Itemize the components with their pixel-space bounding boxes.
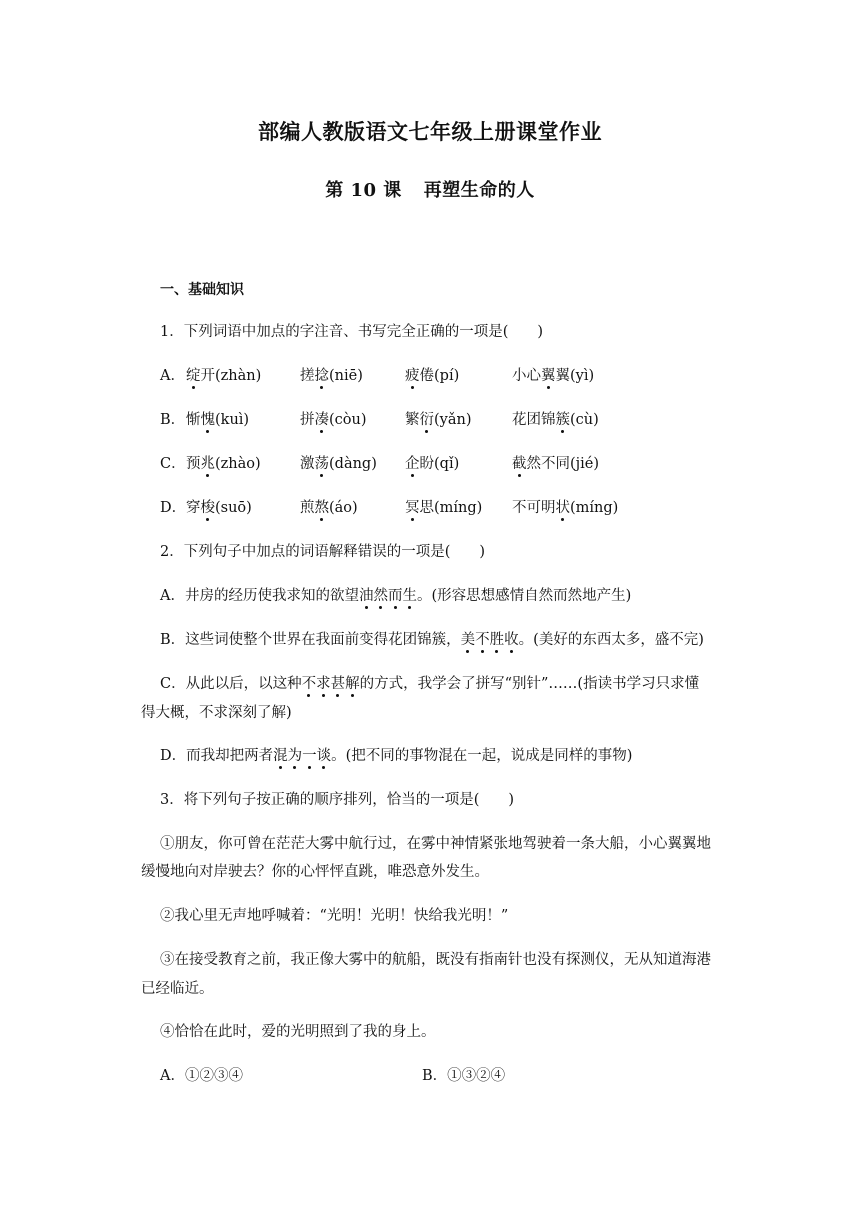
option-word: 截然不同(jié) <box>512 456 600 472</box>
emphasis-char: 愧 <box>200 412 215 428</box>
emphasis-char: 截 <box>512 456 527 472</box>
lesson-heading <box>0 176 860 202</box>
emphasis-char: 捻 <box>314 368 329 384</box>
emphasis-char: 簇 <box>555 412 570 428</box>
emphasis-char: 企 <box>405 456 420 472</box>
dotted-term <box>273 748 331 764</box>
emphasis-char: 然 <box>373 588 388 604</box>
lesson-number: 第 10 课 <box>325 180 402 201</box>
emphasis-char: 熬 <box>314 500 329 516</box>
emphasis-char: 甚 <box>330 676 346 692</box>
question-2-option-a: A．井房的经历使我求知的欲望油然而生。(形容思想感情自然而然地产生) <box>160 588 632 604</box>
emphasis-char: 凑 <box>314 412 329 428</box>
emphasis-char: 梭 <box>200 500 215 516</box>
question-3-option-b: B．①③②④ <box>422 1068 506 1084</box>
emphasis-char: 荡 <box>314 456 329 472</box>
option-letter: A． <box>160 368 185 384</box>
option-word: 花团锦簇(cù) <box>512 412 599 428</box>
option-word: 穿梭(suō) <box>186 500 252 516</box>
emphasis-char: 衍 <box>419 412 434 428</box>
question-2-stem: 2．下列句子中加点的词语解释错误的一项是( ) <box>160 544 486 560</box>
emphasis-char: 油 <box>358 588 374 604</box>
option-word: 企盼(qǐ) <box>405 456 460 472</box>
emphasis-char: 胜 <box>489 632 505 648</box>
lesson-title: 再塑生命的人 <box>423 180 535 201</box>
sentence-2: ②我心里无声地呼喊着：“光明！光明！快给我光明！” <box>160 908 509 924</box>
emphasis-char: 不 <box>301 676 317 692</box>
emphasis-char: 谈 <box>316 748 332 764</box>
sentence-1: ①朋友，你可曾在茫茫大雾中航行过，在雾中神情紧张地驾驶着一条大船，小心翼翼地 <box>160 836 711 852</box>
question-3-option-a: A．①②③④ <box>160 1068 243 1084</box>
emphasis-char: 生 <box>402 588 417 604</box>
option-word: 预兆(zhào) <box>186 456 261 472</box>
option-word: 激荡(dàng) <box>300 456 377 472</box>
question-1-stem: 1．下列词语中加点的字注音、书写完全正确的一项是( ) <box>160 324 544 340</box>
emphasis-char: 冥 <box>405 500 420 516</box>
dotted-term <box>461 632 519 648</box>
option-word: 煎熬(áo) <box>300 500 358 516</box>
option-letter: D． <box>160 500 187 516</box>
option-word: 惭愧(kuì) <box>186 412 250 428</box>
question-3-stem: 3．将下列句子按正确的顺序排列，恰当的一项是( ) <box>160 792 515 808</box>
option-word: 不可明状(míng) <box>512 500 619 516</box>
sentence-1-continued: 缓慢地向对岸驶去？你的心怦怦直跳，唯恐意外发生。 <box>141 864 489 880</box>
question-2-option-c-continued: 得大概，不求深刻了解) <box>141 705 292 721</box>
emphasis-char: 一 <box>302 748 317 764</box>
emphasis-char: 疲 <box>405 368 420 384</box>
option-word: 繁衍(yǎn) <box>405 412 472 428</box>
emphasis-char: 翼 <box>541 368 556 384</box>
option-word: 搓捻(niē) <box>300 368 363 384</box>
emphasis-char: 美 <box>460 632 476 648</box>
sentence-3: ③在接受教育之前，我正像大雾中的航船，既没有指南针也没有探测仪，无从知道海港 <box>160 952 711 968</box>
document-title: 部编人教版语文七年级上册课堂作业 <box>258 119 602 144</box>
emphasis-char: 收 <box>504 632 519 648</box>
question-2-option-c: C．从此以后，以这种不求甚解的方式，我学会了拼写“别针”……(指读书学习只求懂 <box>160 676 700 692</box>
question-2-option-b: B．这些词使整个世界在我面前变得花团锦簇，美不胜收。(美好的东西太多，盛不完) <box>160 632 704 648</box>
option-word: 冥思(míng) <box>405 500 483 516</box>
emphasis-char: 状 <box>555 500 570 516</box>
emphasis-char: 为 <box>287 748 303 764</box>
dotted-term <box>302 676 360 692</box>
option-word: 小心翼翼(yì) <box>512 368 595 384</box>
emphasis-char: 解 <box>345 676 360 692</box>
emphasis-char: 绽 <box>186 368 201 384</box>
emphasis-char: 兆 <box>200 456 215 472</box>
emphasis-char: 混 <box>273 748 288 764</box>
option-word: 拼凑(còu) <box>300 412 367 428</box>
option-word: 疲倦(pí) <box>405 368 460 384</box>
emphasis-char: 求 <box>316 676 331 692</box>
sentence-4: ④恰恰在此时，爱的光明照到了我的身上。 <box>160 1024 436 1040</box>
option-letter: B． <box>160 412 186 428</box>
emphasis-char: 不 <box>475 632 490 648</box>
option-word: 绽开(zhàn) <box>186 368 262 384</box>
emphasis-char: 而 <box>387 588 403 604</box>
dotted-term <box>359 588 417 604</box>
option-letter: C． <box>160 456 186 472</box>
question-2-option-d: D．而我却把两者混为一谈。(把不同的事物混在一起，说成是同样的事物) <box>160 748 633 764</box>
sentence-3-continued: 已经临近。 <box>141 981 214 997</box>
section-heading: 一、基础知识 <box>160 282 244 298</box>
